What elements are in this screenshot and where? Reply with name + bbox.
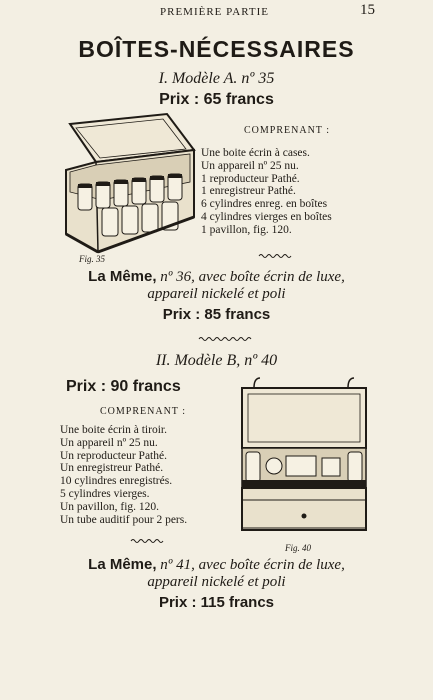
ornament-divider [198,336,254,342]
model-a-variant-line2: appareil nickelé et poli [147,286,286,302]
fig-35-caption: Fig. 35 [79,254,105,264]
model-a-price: Prix : 65 francs [159,91,274,108]
fig-40-illustration [236,376,376,538]
model-b-heading: II. Modèle B, nº 40 [155,352,278,369]
list-item: 1 enregistreur Pathé. [201,185,296,198]
page-number: 15 [360,2,375,18]
list-item: 1 pavillon, fig. 120. [201,223,292,236]
variant-text: nº 41, avec boîte écrin de luxe, [160,557,345,573]
list-item: Un enregistreur Pathé. [60,462,164,475]
ornament-divider [258,253,292,259]
list-item: Une boite écrin à cases. [201,147,310,159]
model-b-price: Prix : 90 francs [66,378,181,395]
list-item: Un reproducteur Pathé. [60,449,167,462]
model-b-variant-line1 [0,556,433,574]
list-item: Une boite écrin à tiroir. [60,424,167,436]
list-item: 5 cylindres vierges. [60,487,150,500]
fig-40-caption: Fig. 40 [285,543,311,553]
list-item: 6 cylindres enreg. en boîtes [201,198,328,211]
model-b-variant-price: Prix : 115 francs [158,594,275,611]
fig-35-illustration [62,112,200,254]
model-b-includes-label: COMPRENANT : [100,406,186,417]
model-b-items [60,424,238,526]
model-a-variant-price: Prix : 85 francs [162,306,271,323]
running-header: PREMIÈRE PARTIE [160,6,269,18]
ornament-divider [130,538,166,544]
variant-lead: La Même, [88,268,157,285]
model-b-variant-line2: appareil nickelé et poli [147,574,286,590]
list-item: Un tube auditif pour 2 pers. [60,513,188,526]
list-item: 1 reproducteur Pathé. [201,172,300,185]
list-item: 4 cylindres vierges en boîtes [201,210,332,223]
model-a-includes-label: COMPRENANT : [244,125,330,136]
model-a-heading: I. Modèle A. nº 35 [158,70,275,87]
variant-text: nº 36, avec boîte écrin de luxe, [160,269,345,285]
model-a-items [201,147,431,237]
model-a-variant-line1 [0,268,433,286]
list-item: Un appareil nº 25 nu. [201,159,299,172]
page-title: BOÎTES-NÉCESSAIRES [78,36,355,62]
list-item: 10 cylindres enregistrés. [60,475,173,488]
list-item: Un pavillon, fig. 120. [60,500,160,513]
list-item: Un appareil nº 25 nu. [60,436,158,449]
variant-lead: La Même, [88,556,157,573]
